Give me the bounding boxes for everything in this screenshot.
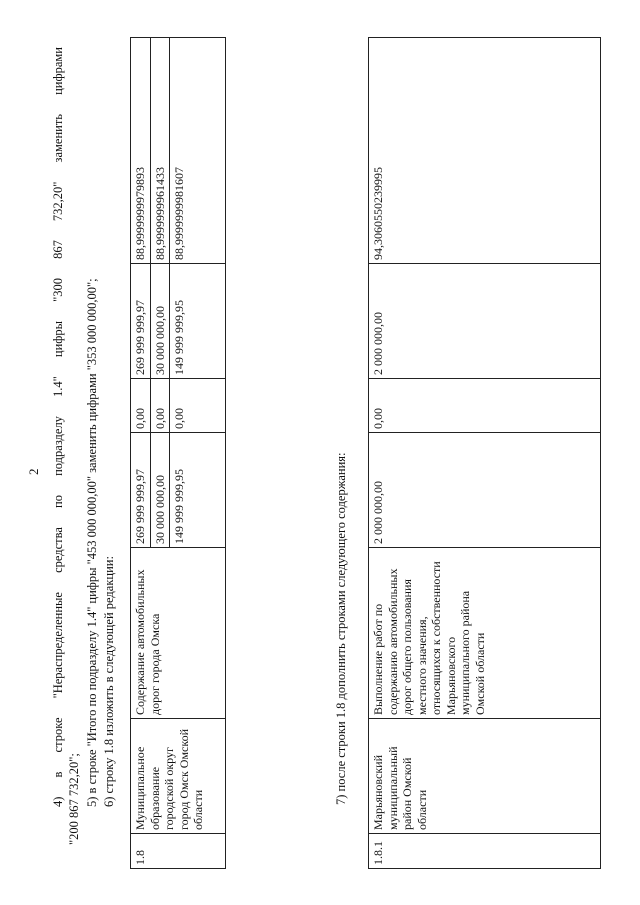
amount-cell: 269 999 999,97 — [131, 264, 151, 379]
amount-cell: 149 999 999,95 — [170, 264, 226, 379]
item-5-text: 5) в строке "Итого по подразделу 1.4" цифры "453 000 000,00" заменить цифрами "353 000 000,00"; — [85, 278, 99, 807]
row-1-8-table — [130, 37, 226, 869]
amount-cell: 2 000 000,00 — [369, 433, 601, 548]
percent-cell: 88,9999999981607 — [170, 38, 226, 264]
work-name-cell: Выполнение работ по содержанию автомобильных дорог общего пользования местного значения, относящихся к собственности Марьяновского муниципального района Омской области — [369, 548, 601, 719]
percent-cell: 88,9999999961433 — [150, 38, 170, 264]
amount-cell: 0,00 — [369, 379, 601, 433]
percent-cell: 94,3060550239995 — [369, 38, 601, 264]
amount-cell: 30 000 000,00 — [150, 264, 170, 379]
table-row — [369, 38, 601, 869]
amount-cell: 149 999 999,95 — [170, 433, 226, 548]
percent-cell: 88,9999999979893 — [131, 38, 151, 264]
amount-cell: 0,00 — [131, 379, 151, 433]
amount-cell: 0,00 — [170, 379, 226, 433]
item-4-text-continued: "200 867 732,20"; — [67, 753, 81, 845]
amount-cell: 30 000 000,00 — [150, 433, 170, 548]
municipality-cell: Муниципальное образование городской округ город Омск Омской области — [131, 719, 226, 834]
row-number: 1.8 — [131, 834, 226, 869]
work-name-cell: Содержание автомобильных дорог города Омска — [131, 548, 226, 719]
amount-cell: 0,00 — [150, 379, 170, 433]
row-number: 1.8.1 — [369, 834, 601, 869]
municipality-cell: Марьяновский муниципальный район Омской области — [369, 719, 601, 834]
amount-cell: 269 999 999,97 — [131, 433, 151, 548]
item-4-text: 4) в строке "Нераспределенные средства по подразделу 1.4" цифры "300 867 732,20" заменить цифрами — [51, 47, 65, 807]
table-row — [131, 38, 151, 869]
page-number: 2 — [26, 468, 41, 475]
item-6-text: 6) строку 1.8 изложить в следующей редакции: — [102, 556, 116, 807]
item-7-text: 7) после строки 1.8 дополнить строками следующего содержания: — [334, 452, 348, 805]
row-1-8-1-table — [368, 37, 601, 869]
amount-cell: 2 000 000,00 — [369, 264, 601, 379]
